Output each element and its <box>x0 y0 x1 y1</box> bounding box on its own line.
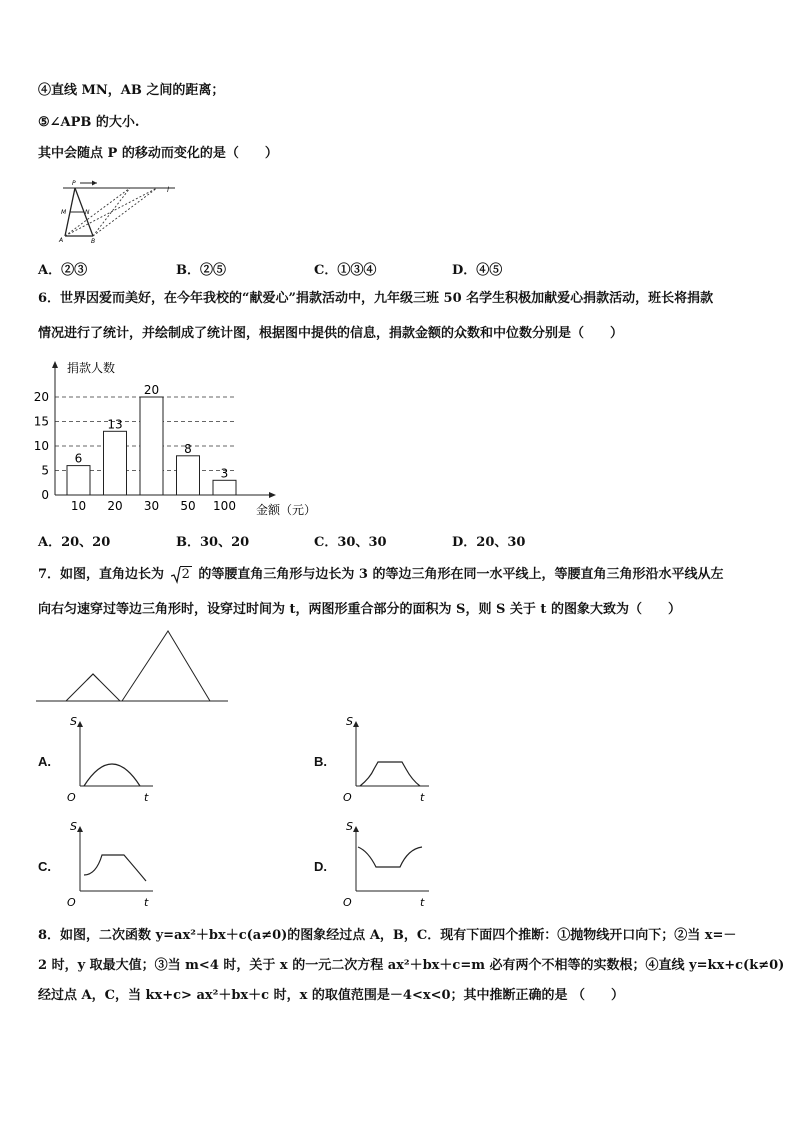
radical-sign-icon <box>171 566 181 584</box>
q5-option-a[interactable]: A．②③ <box>38 263 88 278</box>
q7-graph-a[interactable] <box>60 712 160 807</box>
donation-bar-chart <box>30 356 340 526</box>
point-p-label: P <box>72 180 76 187</box>
q8-text-line1: 8．如图，二次函数 y=ax²＋bx＋c(a≠0)的图象经过点 A，B，C．现有下面四个推断：①抛物线开口向下；②当 x=－ <box>38 928 737 943</box>
bar-value-label: 13 <box>107 417 123 432</box>
q6-option-a[interactable]: A．20、20 <box>38 535 111 550</box>
q6-text-line2: 情况进行了统计，并绘制成了统计图，根据图中提供的信息，捐款金额的众数和中位数分别是（ ） <box>38 326 624 341</box>
q8-text-line2: 2 时，y 取最大值；③当 m<4 时，关于 x 的一元二次方程 ax²＋bx＋c=m 必有两个不相等的实数根；④直线 y=kx+c(k≠0) <box>38 958 785 973</box>
svg-text:O: O <box>67 791 76 804</box>
x-tick-label: 50 <box>180 499 196 513</box>
x-tick-label: 30 <box>143 499 160 513</box>
q7-graph-c[interactable] <box>60 817 160 912</box>
bar-value-label: 3 <box>220 466 229 481</box>
svg-text:t: t <box>420 896 425 909</box>
x-tick-label: 100 <box>213 499 236 513</box>
q6-option-d[interactable]: D．20、30 <box>452 535 526 550</box>
svg-text:t: t <box>144 791 149 804</box>
q7-graph-d[interactable] <box>336 817 436 912</box>
q5-item-4: ④直线 MN，AB 之间的距离； <box>38 83 225 98</box>
y-tick-label: 15 <box>33 414 49 429</box>
point-b-label: B <box>91 238 96 245</box>
svg-text:O: O <box>67 896 76 909</box>
svg-text:S: S <box>346 715 353 728</box>
y-tick-label: 10 <box>33 439 49 453</box>
y-axis-label: 捐款人数 <box>67 361 116 375</box>
x-tick-label: 20 <box>107 499 123 513</box>
bar-30 <box>140 397 163 495</box>
q7-option-c[interactable]: C. <box>38 859 51 874</box>
bar-value-label: 20 <box>143 383 160 397</box>
bar-50 <box>177 456 200 495</box>
point-n-label: N <box>85 209 90 216</box>
y-tick-label: 5 <box>41 463 49 478</box>
q8-text-line3: 经过点 A，C，当 kx+c> ax²＋bx＋c 时，x 的取值范围是－4<x<0；其中推断正确的是 （ ） <box>38 988 625 1003</box>
q5-option-d[interactable]: D．④⑤ <box>452 263 503 278</box>
bar-10 <box>67 466 90 495</box>
svg-text:t: t <box>420 791 425 804</box>
q7-text-line2: 向右匀速穿过等边三角形时，设穿过时间为 t，两图形重合部分的面积为 S，则 S 关于 t 的图象大致为（ ） <box>38 602 681 617</box>
bar-20 <box>104 431 127 495</box>
y-tick-label: 0 <box>41 488 49 502</box>
svg-text:S: S <box>70 820 77 833</box>
q7-option-d[interactable]: D. <box>314 859 327 874</box>
q6-option-b[interactable]: B．30、20 <box>176 535 250 550</box>
y-tick-label: 20 <box>33 390 49 404</box>
q7-triangles-figure <box>36 628 231 706</box>
q7-option-b[interactable]: B. <box>314 754 327 769</box>
q7-text-line1: 7．如图，直角边长为 2 的等腰直角三角形与边长为 3 的等边三角形在同一水平线上，等腰直角三角形沿水平线从左 <box>38 567 724 582</box>
q7-option-a[interactable]: A. <box>38 754 51 769</box>
x-axis-label: 金额（元） <box>256 503 317 517</box>
point-a-label: A <box>59 237 64 244</box>
q5-option-c[interactable]: C．①③④ <box>314 263 377 278</box>
line-l-label: l <box>167 186 169 194</box>
svg-text:O: O <box>343 791 352 804</box>
q6-option-c[interactable]: C．30、30 <box>314 535 387 550</box>
sqrt-expression: 2 <box>171 566 192 584</box>
bar-value-label: 8 <box>184 441 192 456</box>
q5-item-5: ⑤∠APB 的大小. <box>38 115 140 130</box>
q6-text-line1: 6．世界因爱而美好，在今年我校的“献爱心”捐款活动中，九年级三班 50 名学生积极加献爱心捐款活动，班长将捐款 <box>38 291 714 306</box>
svg-text:S: S <box>346 820 353 833</box>
q7-graph-b[interactable] <box>336 712 436 807</box>
svg-text:t: t <box>144 896 149 909</box>
q5-stem: 其中会随点 P 的移动而变化的是（ ） <box>38 146 278 161</box>
q5-figure <box>55 176 180 246</box>
svg-text:O: O <box>343 896 352 909</box>
svg-text:S: S <box>70 715 77 728</box>
bar-value-label: 6 <box>74 451 83 466</box>
bar-100 <box>213 480 236 495</box>
q5-option-b[interactable]: B．②⑤ <box>176 263 227 278</box>
point-m-label: M <box>61 209 67 216</box>
x-tick-label: 10 <box>70 499 87 513</box>
